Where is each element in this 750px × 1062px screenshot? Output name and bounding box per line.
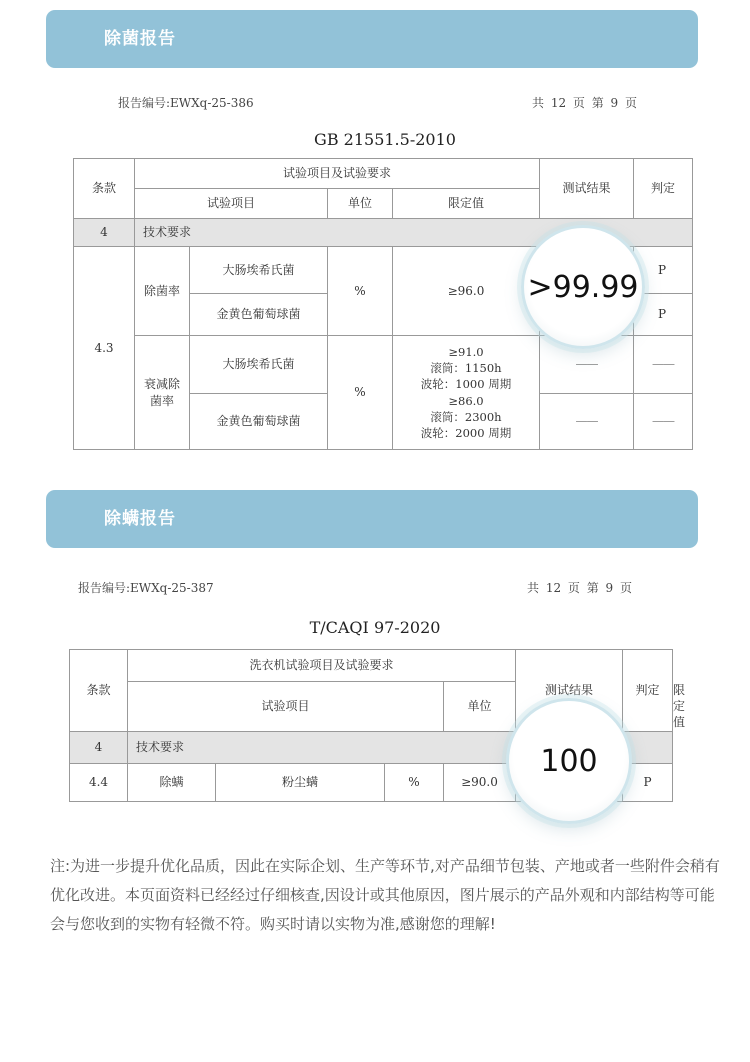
item-cell: 大肠埃希氏菌: [190, 336, 328, 394]
result-cell: ——: [540, 336, 634, 394]
clause-cell: 4: [70, 731, 128, 763]
limit-line: 滚筒：2300h: [430, 409, 502, 424]
sterilization-report-banner: [46, 10, 698, 68]
section-cell: 技术要求: [128, 731, 673, 763]
item-cell: 金黄色葡萄球菌: [190, 294, 328, 336]
mite-result-badge: [506, 698, 632, 824]
group-name-cell: 衰减除菌率: [135, 336, 190, 450]
standard-code: T/CAQI 97-2020: [309, 618, 441, 637]
limit-cell: ≥90.0: [444, 763, 516, 801]
banner-title: 除菌报告: [104, 29, 176, 49]
page-info: 共 12 页 第 9 页: [527, 581, 632, 595]
header-items-requirements: 洗衣机试验项目及试验要求: [128, 650, 516, 682]
clause-cell: 4: [74, 219, 135, 247]
limit-cell: [393, 336, 540, 450]
verdict-cell: P: [634, 247, 693, 294]
item-cell: 金黄色葡萄球菌: [190, 394, 328, 450]
sterilization-result-value: >99.99: [527, 269, 639, 305]
limit-line: ≥91.0: [448, 345, 484, 360]
header-unit: 单位: [444, 682, 516, 732]
limit-line: ≥86.0: [448, 393, 484, 408]
report-number: 报告编号:EWXq-25-387: [78, 581, 214, 595]
item-cell: 除螨: [128, 763, 216, 801]
header-result: 测试结果: [516, 650, 623, 732]
header-limit: 限定值: [393, 189, 540, 219]
item-cell: 大肠埃希氏菌: [190, 247, 328, 294]
header-verdict: 判定: [623, 650, 673, 732]
unit-cell: %: [328, 336, 393, 450]
section-cell: 技术要求: [135, 219, 693, 247]
mite-removal-report-banner: [46, 490, 698, 548]
limit-line: 滚筒：1150h: [430, 361, 502, 376]
mite-result-value: 100: [540, 743, 598, 779]
clause-cell: 4.3: [74, 247, 135, 450]
header-unit: 单位: [328, 189, 393, 219]
clause-cell: 4.4: [70, 763, 128, 801]
banner-title: 除螨报告: [104, 509, 176, 529]
result-cell: ——: [540, 394, 634, 450]
header-result: 测试结果: [540, 159, 634, 219]
header-items-requirements: 试验项目及试验要求: [135, 159, 540, 189]
report-number: 报告编号:EWXq-25-386: [118, 96, 254, 110]
header-clause: 条款: [70, 650, 128, 732]
limit-line: 波轮：1000 周期: [420, 377, 512, 392]
table-header-row: [70, 650, 673, 682]
verdict-cell: P: [623, 763, 673, 801]
header-clause: 条款: [74, 159, 135, 219]
unit-cell: %: [328, 247, 393, 336]
verdict-cell: P: [634, 294, 693, 336]
verdict-cell: ——: [634, 394, 693, 450]
table-header-row: [74, 159, 693, 189]
limit-line: 波轮：2000 周期: [420, 425, 512, 440]
limit-cell: ≥96.0: [393, 247, 540, 336]
verdict-cell: ——: [634, 336, 693, 394]
page-info: 共 12 页 第 9 页: [532, 96, 637, 110]
header-item: 试验项目: [128, 682, 444, 732]
group-name-cell: 除菌率: [135, 247, 190, 336]
header-verdict: 判定: [634, 159, 693, 219]
sterilization-result-badge: [521, 225, 645, 349]
standard-code: GB 21551.5-2010: [314, 130, 456, 149]
disclaimer-note: 注:为进一步提升优化品质，因此在实际企划、生产等环节,对产品细节包装、产地或者一些附件会稍有优化改进。本页面资料已经经过仔细核查,因设计或其他原因，图片展示的产品外观和内部结构等可能会与您收到的实物有轻微不符。购买时请以实物为准,感谢您的理解!: [50, 857, 720, 933]
item-sub-cell: 粉尘螨: [216, 763, 385, 801]
table-subheader-row: 试验项目 单位 限定值: [70, 682, 673, 732]
header-item: 试验项目: [135, 189, 328, 219]
unit-cell: %: [385, 763, 444, 801]
